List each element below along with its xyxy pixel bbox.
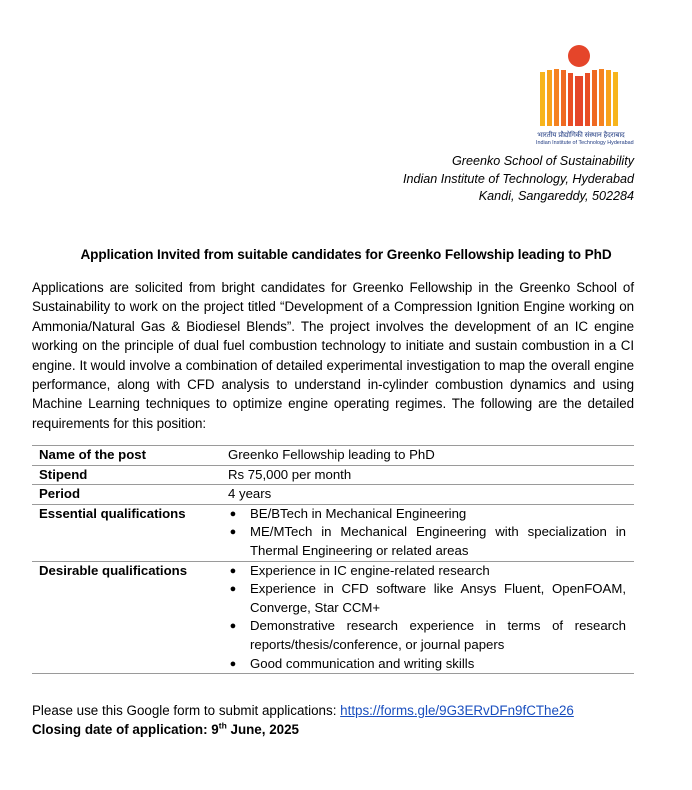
logo-sun-circle xyxy=(568,45,590,67)
logo-bar-l2 xyxy=(547,70,552,126)
closing-date-suffix: June, 2025 xyxy=(226,722,299,737)
address-line-location: Kandi, Sangareddy, 502284 xyxy=(478,189,634,203)
post-label: Name of the post xyxy=(39,447,146,462)
period-value: 4 years xyxy=(228,486,272,502)
list-item: ● BE/BTech in Mechanical Engineering xyxy=(228,505,634,524)
iith-emblem-icon xyxy=(536,42,626,130)
period-label: Period xyxy=(39,486,81,502)
list-item: ● Experience in CFD software like Ansys Fluent, OpenFOAM, Converge, Star CCM+ xyxy=(229,581,626,615)
address-block xyxy=(403,153,634,206)
logo-bar-r1 xyxy=(613,72,618,126)
list-item: ● Demonstrative research experience in terms of research reports/thesis/conference, or journal papers xyxy=(229,618,626,652)
logo-bar-l4 xyxy=(561,70,566,126)
iith-logo xyxy=(536,42,634,154)
bullet-icon: ● xyxy=(229,526,237,539)
requirements-table xyxy=(32,445,634,674)
logo-bar-r3 xyxy=(599,69,604,126)
essential-label: Essential qualifications xyxy=(39,505,186,521)
google-form-link[interactable]: https://forms.gle/9G3ERvDFn9fCThe26 xyxy=(340,703,574,718)
address-line-school: Greenko School of Sustainability xyxy=(451,154,634,168)
form-text: Please use this Google form to submit applications: xyxy=(32,703,341,718)
desirable-list xyxy=(228,562,634,674)
logo-bar-l3 xyxy=(554,69,559,126)
logo-bar-l5 xyxy=(568,73,573,126)
description-paragraph: Applications are solicited from bright candidates for Greenko Fellowship in the Greenko School of Sustainability to work on the project titled “Development of a Compression Ignition Engine working on Ammonia/Natural Gas & Biodiesel Blends”. The project involves the development of an IC engine working on the principle of dual fuel combustion technology to initiate and sustain combustion in a CI engine. It would involve a combination of detailed experimental investigation to map the overall engine performance, along with CFD analysis to understand in-cylinder combustion dynamics and using Machine Learning techniques to optimize engine operating regimes. The following are the detailed requirements for this position: xyxy=(32,280,634,431)
logo-bar-l1 xyxy=(540,72,545,126)
address-line-institute: Indian Institute of Technology, Hyderabad xyxy=(402,171,634,186)
list-item: ● Experience in IC engine-related research xyxy=(228,562,634,581)
bullet-icon: ● xyxy=(229,507,237,520)
essential-list xyxy=(228,505,634,561)
table-row-period xyxy=(32,485,634,505)
bullet-icon: ● xyxy=(229,583,237,596)
bullet-icon: ● xyxy=(229,564,237,577)
logo-english-text: Indian Institute of Technology Hyderabad xyxy=(536,140,634,146)
table-row-post xyxy=(32,446,634,466)
post-value: Greenko Fellowship leading to PhD xyxy=(228,447,435,462)
logo-bar-r2 xyxy=(606,70,611,126)
bullet-icon: ● xyxy=(229,657,237,670)
bullet-icon: ● xyxy=(229,620,237,633)
logo-hindi-text: भारतीय प्रौद्योगिकी संस्थान हैदराबाद xyxy=(537,132,625,139)
desirable-label: Desirable qualifications xyxy=(39,562,188,578)
logo-bar-r5 xyxy=(585,73,590,126)
closing-date xyxy=(32,720,574,739)
page-title: Application Invited from suitable candidates for Greenko Fellowship leading to PhD xyxy=(80,247,612,262)
form-line xyxy=(32,701,574,720)
stipend-value: Rs 75,000 per month xyxy=(228,466,352,482)
footer xyxy=(32,701,574,739)
logo-bar-r4 xyxy=(592,70,597,126)
list-item: ● ME/MTech in Mechanical Engineering with specialization in Thermal Engineering or related areas xyxy=(229,524,626,558)
table-row-desirable xyxy=(32,561,634,674)
table-row-essential xyxy=(32,504,634,561)
logo-bar-center xyxy=(575,76,583,126)
list-item: ● Good communication and writing skills xyxy=(228,655,634,674)
closing-date-ordinal: th xyxy=(218,720,227,731)
stipend-label: Stipend xyxy=(39,466,88,482)
table-row-stipend xyxy=(32,465,634,485)
closing-date-prefix: Closing date of application: 9 xyxy=(32,722,219,737)
